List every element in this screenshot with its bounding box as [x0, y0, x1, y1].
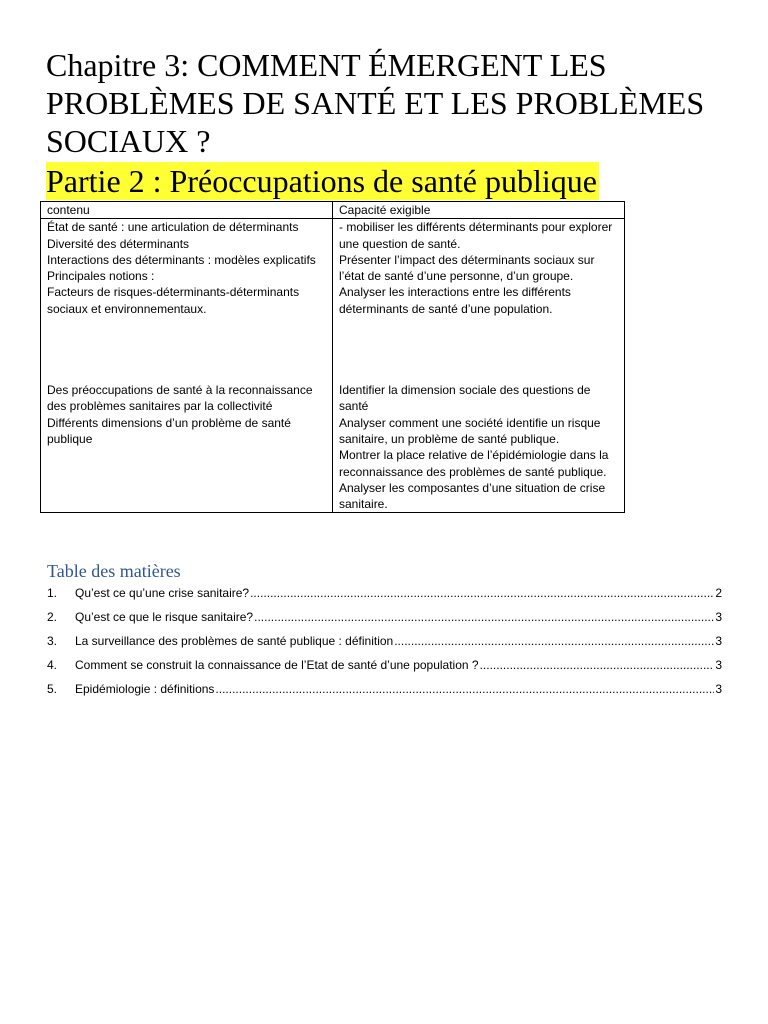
capacite-cell: [333, 219, 625, 513]
toc-item-page[interactable]: 3: [715, 610, 722, 624]
toc-dot-leader: [480, 657, 715, 673]
cell-line: Présenter l’impact des déterminants sociaux sur l’état de santé d’une personne, d’un groupe.: [339, 252, 595, 284]
table-row: [41, 219, 625, 513]
toc-dot-leader: [394, 633, 714, 649]
toc-item-text[interactable]: Qu’est ce que le risque sanitaire?: [75, 610, 254, 624]
cell-line: Analyser les composantes d’une situation de crise sanitaire.: [339, 480, 606, 512]
cell-line: Des préoccupations de santé à la reconnaissance des problèmes sanitaires par la collectivité: [47, 383, 313, 414]
toc-dot-leader: [254, 609, 714, 625]
toc-item[interactable]: [47, 681, 722, 705]
cell-line: Principales notions :: [47, 269, 155, 284]
toc-list: [47, 585, 722, 705]
toc-item-number: 3.: [47, 634, 58, 648]
toc-item-number: 5.: [47, 682, 58, 696]
cell-line: Différents dimensions d’un problème de santé publique: [47, 415, 291, 446]
cell-line: Analyser comment une société identifie un risque sanitaire, un problème de santé publique.: [339, 415, 601, 446]
toc-item[interactable]: [47, 609, 722, 633]
toc-item-number: 2.: [47, 610, 58, 624]
table-header-row: [41, 202, 625, 219]
contenu-cell: [41, 219, 333, 513]
cell-line: - mobiliser les différents déterminants pour explorer une question de santé.: [339, 220, 613, 251]
cell-line: Facteurs de risques-déterminants-déterminants sociaux et environnementaux.: [47, 285, 300, 316]
cell-spacer: [47, 317, 326, 382]
program-table: [40, 201, 625, 513]
toc-item-page[interactable]: 3: [715, 658, 722, 672]
toc-item[interactable]: [47, 633, 722, 657]
toc-item[interactable]: [47, 657, 722, 681]
cell-line: Diversité des déterminants: [47, 236, 190, 251]
header-contenu: contenu: [41, 202, 333, 219]
part-title: Partie 2 : Préoccupations de santé publique: [46, 163, 597, 199]
toc-item[interactable]: [47, 585, 722, 609]
cell-line: État de santé : une articulation de déterminants: [47, 220, 299, 235]
chapter-title: Chapitre 3: COMMENT ÉMERGENT LES PROBLÈMES DE SANTÉ ET LES PROBLÈMES SOCIAUX ?: [46, 47, 705, 159]
toc-dot-leader: [250, 585, 714, 601]
cell-line: Analyser les interactions entre les différents déterminants de santé d’une population.: [339, 285, 571, 316]
toc-dot-leader: [215, 681, 714, 697]
toc-title: Table des matières: [47, 561, 181, 581]
toc-item-page[interactable]: 3: [715, 682, 722, 696]
header-capacite: Capacité exigible: [333, 202, 625, 219]
toc-item-text[interactable]: La surveillance des problèmes de santé publique : définition: [75, 634, 394, 648]
toc-item-page[interactable]: 3: [715, 634, 722, 648]
cell-line: Identifier la dimension sociale des questions de santé: [339, 383, 591, 414]
toc-item-text[interactable]: Epidémiologie : définitions: [75, 682, 215, 696]
toc-item-page[interactable]: 2: [715, 586, 722, 600]
cell-line: Interactions des déterminants : modèles explicatifs: [47, 252, 316, 267]
toc-item-text[interactable]: Qu’est ce qu’une crise sanitaire?: [75, 586, 250, 600]
toc-item-text[interactable]: Comment se construit la connaissance de l’Etat de santé d’une population ?: [75, 658, 479, 672]
toc-item-number: 1.: [47, 586, 58, 600]
cell-line: Montrer la place relative de l’épidémiologie dans la reconnaissance des problèmes de santé publique.: [339, 448, 609, 479]
cell-spacer: [339, 317, 618, 382]
toc-item-number: 4.: [47, 658, 58, 672]
